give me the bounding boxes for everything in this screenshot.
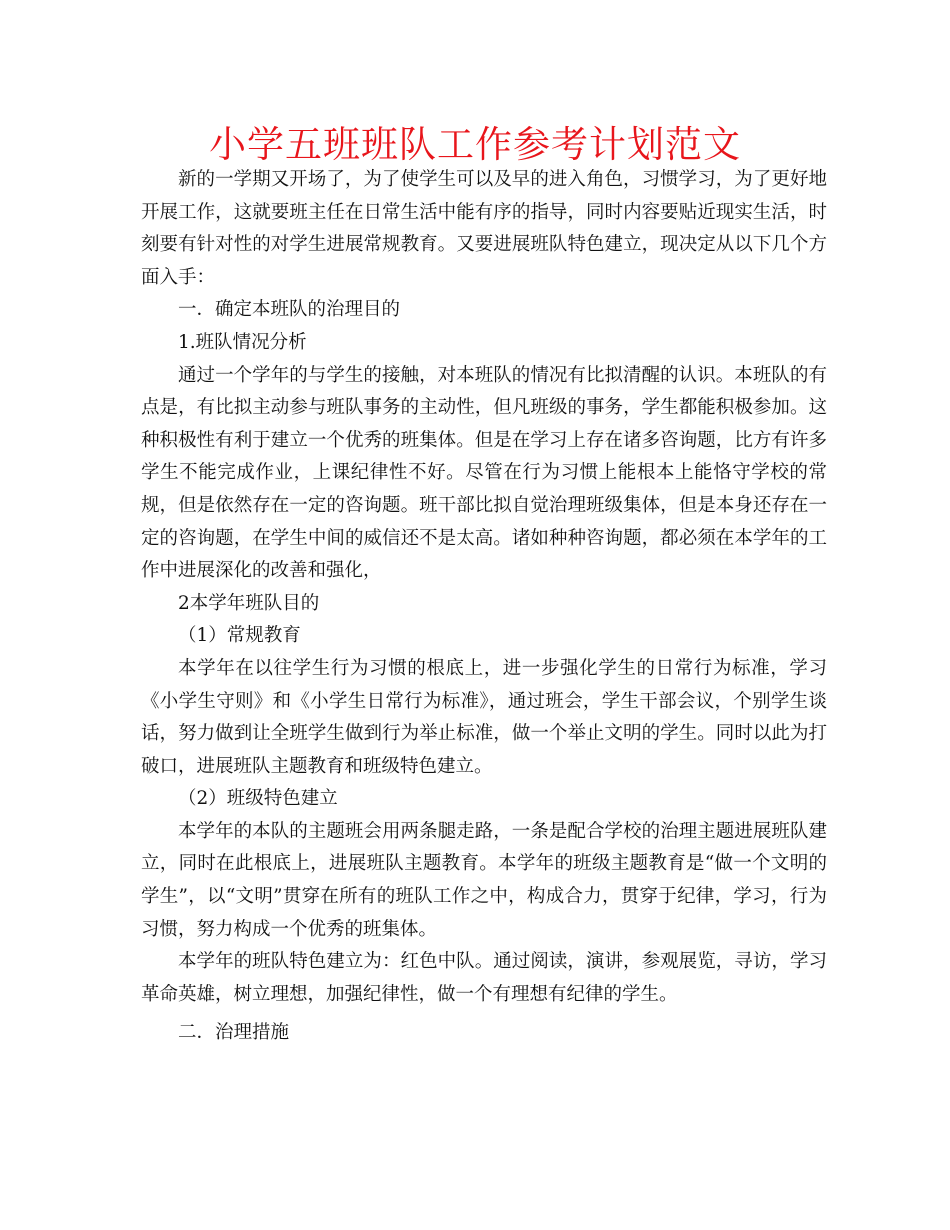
routine-education-paragraph: 本学年在以往学生行为习惯的根底上，进一步强化学生的日常行为标准，学习《小学生守则》和《小学生日常行为标准》，通过班会，学生干部会议，个别学生谈话，努力做到让全班学生做到行为举止标准，做一个举止文明的学生。同时以此为打破口，进展班队主题教育和班级特色建立。 <box>141 657 827 777</box>
item-heading-class-feature: （2）班级特色建立 <box>178 788 338 810</box>
document-body <box>141 164 827 1050</box>
item-heading-routine-education: （1）常规教育 <box>178 625 301 647</box>
subsection-heading-1-1: 1.班队情况分析 <box>178 331 307 353</box>
section-heading-1: 一．确定本班队的治理目的 <box>178 299 401 321</box>
analysis-paragraph: 通过一个学年的与学生的接触，对本班队的情况有比拟清醒的认识。本班队的有点是，有比拟主动参与班队事务的主动性，但凡班级的事务，学生都能积极参加。这种积极性有利于建立一个优秀的班集体。但是在学习上存在诸多咨询题，比方有许多学生不能完成作业，上课纪律性不好。尽管在行为习惯上能根本上能恪守学校的常规，但是依然存在一定的咨询题。班干部比拟自觉治理班级集体，但是本身还存在一定的咨询题，在学生中间的威信还不是太高。诸如种种咨询题，都必须在本学年的工作中进展深化的改善和强化， <box>141 364 827 582</box>
intro-paragraph: 新的一学期又开场了，为了使学生可以及早的进入角色，习惯学习，为了更好地开展工作，这就要班主任在日常生活中能有序的指导，同时内容要贴近现实生活，时刻要有针对性的对学生进展常规教育。又要进展班队特色建立，现决定从以下几个方面入手： <box>141 169 827 288</box>
document-title: 小学五班班队工作参考计划范文 <box>209 123 741 166</box>
subsection-heading-1-2: 2本学年班队目的 <box>178 592 320 614</box>
class-feature-paragraph: 本学年的本队的主题班会用两条腿走路，一条是配合学校的治理主题进展班队建立，同时在此根底上，进展班队主题教育。本学年的班级主题教育是“做一个文明的学生”，以“文明”贯穿在所有的班队工作之中，构成合力，贯穿于纪律，学习，行为习惯，努力构成一个优秀的班集体。 <box>141 820 827 940</box>
section-heading-2: 二．治理措施 <box>178 1022 290 1044</box>
red-squadron-paragraph: 本学年的班队特色建立为：红色中队。通过阅读，演讲，参观展览，寻访，学习革命英雄，树立理想，加强纪律性，做一个有理想有纪律的学生。 <box>141 951 827 1005</box>
